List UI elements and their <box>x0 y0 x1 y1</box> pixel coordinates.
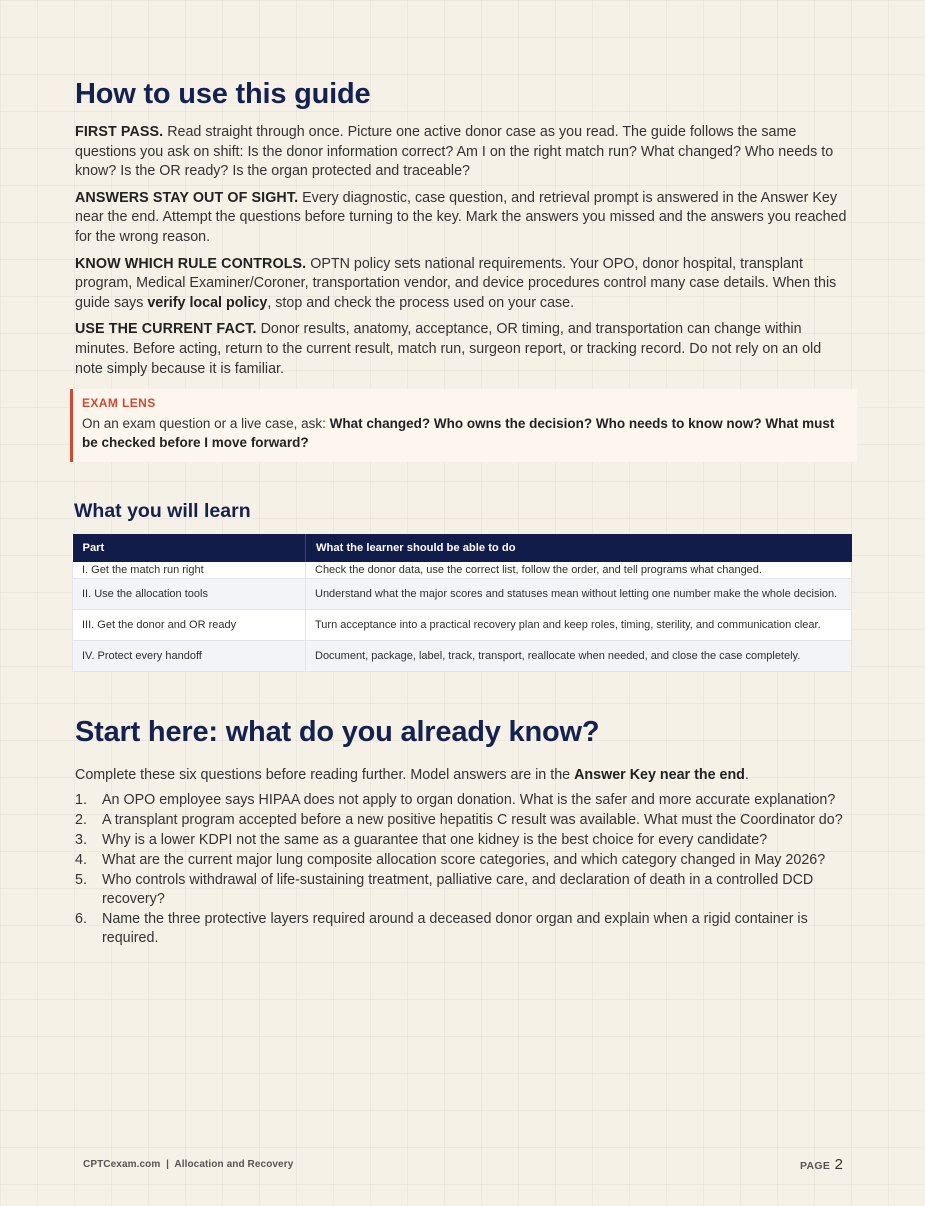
paragraph-lead: KNOW WHICH RULE CONTROLS. <box>75 255 307 272</box>
paragraph-text: Every diagnostic, case question, and retrieval prompt is answered in the Answer Key near the end. Attempt the questions before turning to the key. Mark the answers you missed and the answers you reached for the wrong reason. <box>75 189 847 245</box>
paragraph-first-pass <box>75 123 851 182</box>
question-number: 2. <box>75 812 87 829</box>
page-content <box>75 78 851 949</box>
table-cell-outcome: Document, package, label, track, transport, reallocate when needed, and close the case completely. <box>306 641 852 672</box>
question-text: A transplant program accepted before a new positive hepatitis C result was available. What must the Coordinator do? <box>102 812 843 829</box>
callout-body <box>82 414 847 452</box>
question-number: 1. <box>75 792 87 809</box>
question-number: 6. <box>75 911 87 928</box>
paragraph-lead: ANSWERS STAY OUT OF SIGHT. <box>75 189 299 206</box>
question-text: Who controls withdrawal of life-sustaining treatment, palliative care, and declaration of death in a controlled DCD recovery? <box>102 872 814 908</box>
callout-bold: What changed? Who owns the decision? Who needs to know now? What must be checked before I move forward? <box>82 416 835 451</box>
question-number: 5. <box>75 872 87 889</box>
question-text: An OPO employee says HIPAA does not apply to organ donation. What is the safer and more accurate explanation? <box>102 792 836 809</box>
learn-table <box>72 534 852 672</box>
start-title: Start here: what do you already know? <box>75 716 600 749</box>
list-item <box>75 851 851 870</box>
paragraph-bold: verify local policy <box>147 294 268 311</box>
callout-text: On an exam question or a live case, ask: <box>82 416 330 432</box>
table-cell-part: III. Get the donor and OR ready <box>73 610 306 641</box>
question-text: Why is a lower KDPI not the same as a guarantee that one kidney is the best choice for every candidate? <box>102 832 768 849</box>
footer-site: CPTCexam.com | Allocation and Recovery <box>83 1159 294 1170</box>
table-row <box>73 562 852 579</box>
callout-title: EXAM LENS <box>82 396 156 411</box>
intro-text: Complete these six questions before reading further. Model answers are in the <box>75 767 575 784</box>
table-row <box>73 610 852 641</box>
question-number: 4. <box>75 852 87 869</box>
paragraph-text: OPTN policy sets national requirements. Your OPO, donor hospital, transplant program, Medical Examiner/Coroner, transportation vendor, and device procedures control many case details. When this guide says <box>75 255 837 311</box>
paragraph-answers <box>75 189 851 248</box>
table-header-part: Part <box>73 534 306 562</box>
table-row <box>73 641 852 672</box>
list-item <box>75 910 851 948</box>
question-number: 3. <box>75 832 87 849</box>
list-item <box>75 871 851 909</box>
table-cell-outcome: Check the donor data, use the correct list, follow the order, and tell programs what changed. <box>306 562 852 579</box>
table-cell-outcome: Turn acceptance into a practical recovery plan and keep roles, timing, sterility, and communication clear. <box>306 610 852 641</box>
question-list <box>75 791 851 948</box>
paragraph-current-fact <box>75 320 851 379</box>
paragraph-text: Read straight through once. Picture one active donor case as you read. The guide follows the same questions you ask on shift: Is the donor information correct? Am I on the right match run? What changed? Who needs to know? Is the OR ready? Is the organ protected and traceable? <box>75 124 834 180</box>
paragraph-rule-controls <box>75 255 851 314</box>
exam-lens-callout <box>70 389 857 462</box>
question-text: What are the current major lung composite allocation score categories, and which category changed in May 2026? <box>102 852 826 869</box>
page-number: 2 <box>834 1156 843 1173</box>
start-intro <box>75 765 851 785</box>
table-cell-part: IV. Protect every handoff <box>73 641 306 672</box>
paragraph-lead: FIRST PASS. <box>75 124 164 140</box>
intro-end: . <box>744 767 749 784</box>
paragraph-text: , stop and check the process used on your case. <box>267 294 575 311</box>
table-header-row <box>73 534 852 562</box>
question-text: Name the three protective layers required around a deceased donor organ and explain when a rigid container is required. <box>102 911 808 947</box>
footer-page <box>800 1156 843 1174</box>
list-item <box>75 811 851 830</box>
paragraph-text: Donor results, anatomy, acceptance, OR timing, and transportation can change within minutes. Before acting, return to the current result, match run, surgeon report, or tracking record. Do not rely on an old note simply because it is familiar. <box>75 321 822 377</box>
page-label: PAGE <box>800 1160 831 1172</box>
guide-title: How to use this guide <box>75 78 371 110</box>
table-header-outcome: What the learner should be able to do <box>306 534 852 562</box>
list-item <box>75 831 851 850</box>
table-cell-part: II. Use the allocation tools <box>73 579 306 610</box>
table-cell-part: I. Get the match run right <box>73 562 306 579</box>
intro-bold: Answer Key near the end <box>574 767 745 784</box>
table-cell-outcome: Understand what the major scores and statuses mean without letting one number make the whole decision. <box>306 579 852 610</box>
list-item <box>75 791 851 810</box>
paragraph-lead: USE THE CURRENT FACT. <box>75 321 257 338</box>
learn-title: What you will learn <box>74 500 251 523</box>
table-row <box>73 579 852 610</box>
